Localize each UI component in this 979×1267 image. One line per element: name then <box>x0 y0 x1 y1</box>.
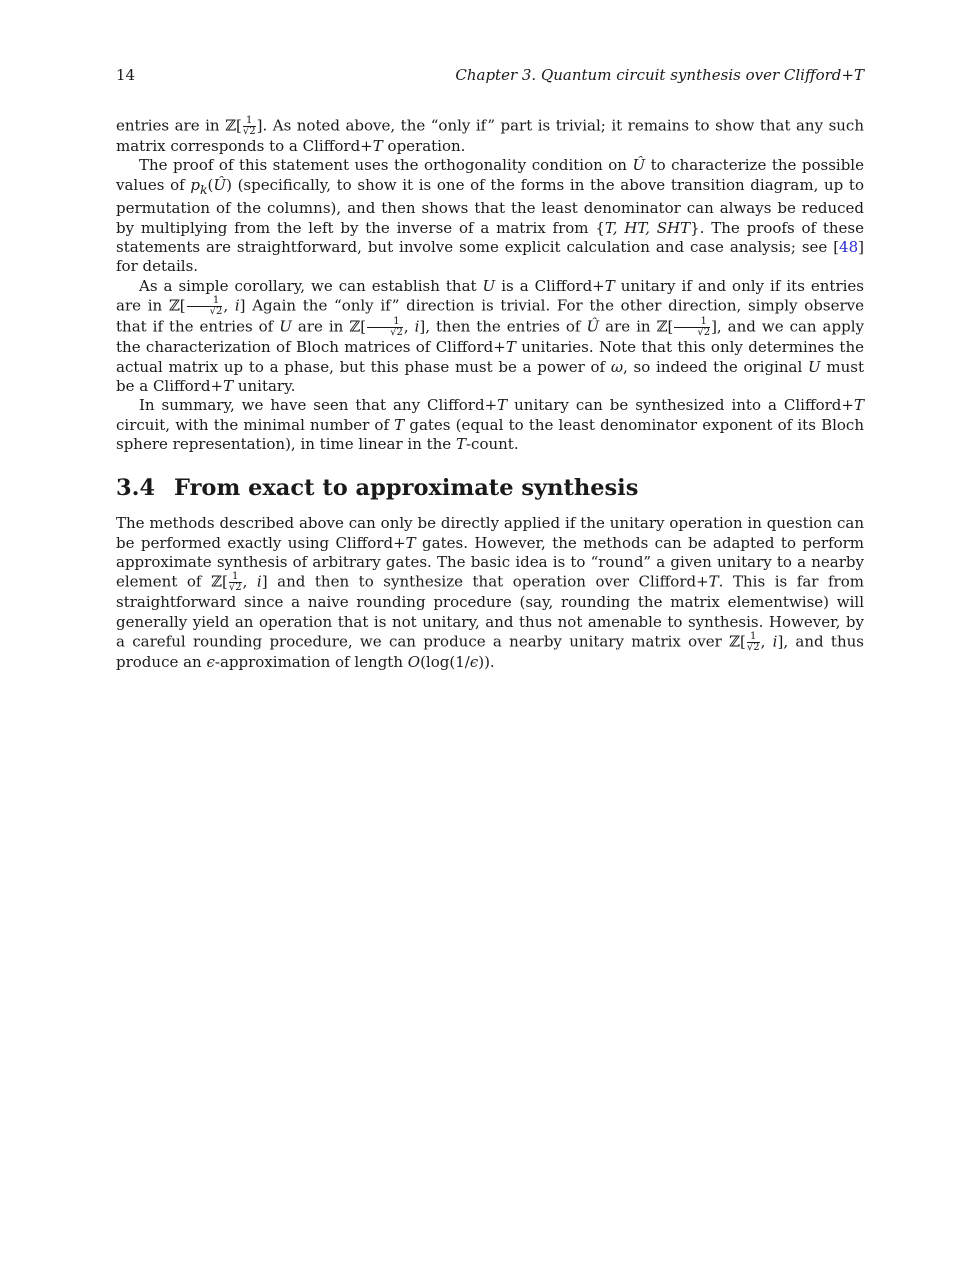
section-number: 3.4 <box>116 474 156 501</box>
section-heading <box>116 474 864 501</box>
section-title: From exact to approximate synthesis <box>174 474 639 501</box>
page <box>116 60 864 673</box>
page-number: 14 <box>116 66 136 84</box>
fraction: $\frac{1}{√2}$ <box>228 571 242 594</box>
paragraph-4: In summary, we have seen that any Clifford+T unitary can be synthesized into a Clifford+T circuit, with the minimal number of T gates (equal to the least denominator exponent of its Bloch sphere representation), in time linear in the T-count. <box>116 396 864 454</box>
body-text <box>116 116 864 673</box>
fraction: $\frac{1}{√2}$ <box>367 317 403 338</box>
fraction: $\frac{1}{√2}$ <box>674 317 710 338</box>
chapter-title: Chapter 3. Quantum circuit synthesis over Clifford+T <box>455 66 864 84</box>
fraction: $\frac{1}{√2}$ <box>746 631 760 654</box>
fraction: $\frac{1}{√2}$ <box>187 296 223 317</box>
running-head <box>116 60 864 82</box>
paragraph-3: As a simple corollary, we can establish that U is a Clifford+T unitary if and only if its entries are in ℤ[ $\frac{1}{√2}$ , i] Again the “only if” direction is trivial. For the other direction, simply observe that if the entries of U are in ℤ[ $\frac{1}{√2}$ , i], then the entries of Û are in ℤ[ $\frac{1}{√2}$ ], and we can apply the characterization of Bloch matrices of Clifford+T unitaries. Note that this only determines the actual matrix up to a phase, but this phase must be a power of ω, so indeed the original U must be a Clifford+T unitary. <box>116 276 865 396</box>
paragraph-1: entries are in ℤ[ $\frac{1}{√2}$ ]. As noted above, the “only if” part is trivial; it remains to show that any such matrix corresponds to a Clifford+T operation. <box>116 115 864 155</box>
citation-link[interactable]: 48 <box>839 238 859 257</box>
fraction: $\frac{1}{√2}$ <box>242 115 256 137</box>
section-paragraph: The methods described above can only be directly applied if the unitary operation in question can be performed exactly using Clifford+T gates. However, the methods can be adapted to perform approximate synthesis of arbitrary gates. The basic idea is to “round” a given unitary to a nearby element of ℤ[ $\frac{1}{√2}$ , i] and then to synthesize that operation over Clifford+T. This is far from straightforward since a naive rounding procedure (say, rounding the matrix elementwise) will generally yield an operation that is not unitary, and thus not amenable to synthesis. However, by a careful rounding procedure, we can produce a nearby unitary matrix over ℤ[ $\frac{1}{√2}$ , i], and thus produce an ϵ-approximation of length O(log(1/ϵ)). <box>116 514 864 672</box>
paragraph-2: The proof of this statement uses the orthogonality condition on Û to characterize the possible values of $p_k(Û)$ (specifically, to show it is one of the forms in the above transition diagram, up to permutation of the columns), and then shows that the least denominator can always be reduced by multiplying from the left by the inverse of a matrix from {T, HT, SHT}. The proofs of these statements are straightforward, but involve some explicit calculation and case analysis; see [48] for details. <box>116 156 864 276</box>
